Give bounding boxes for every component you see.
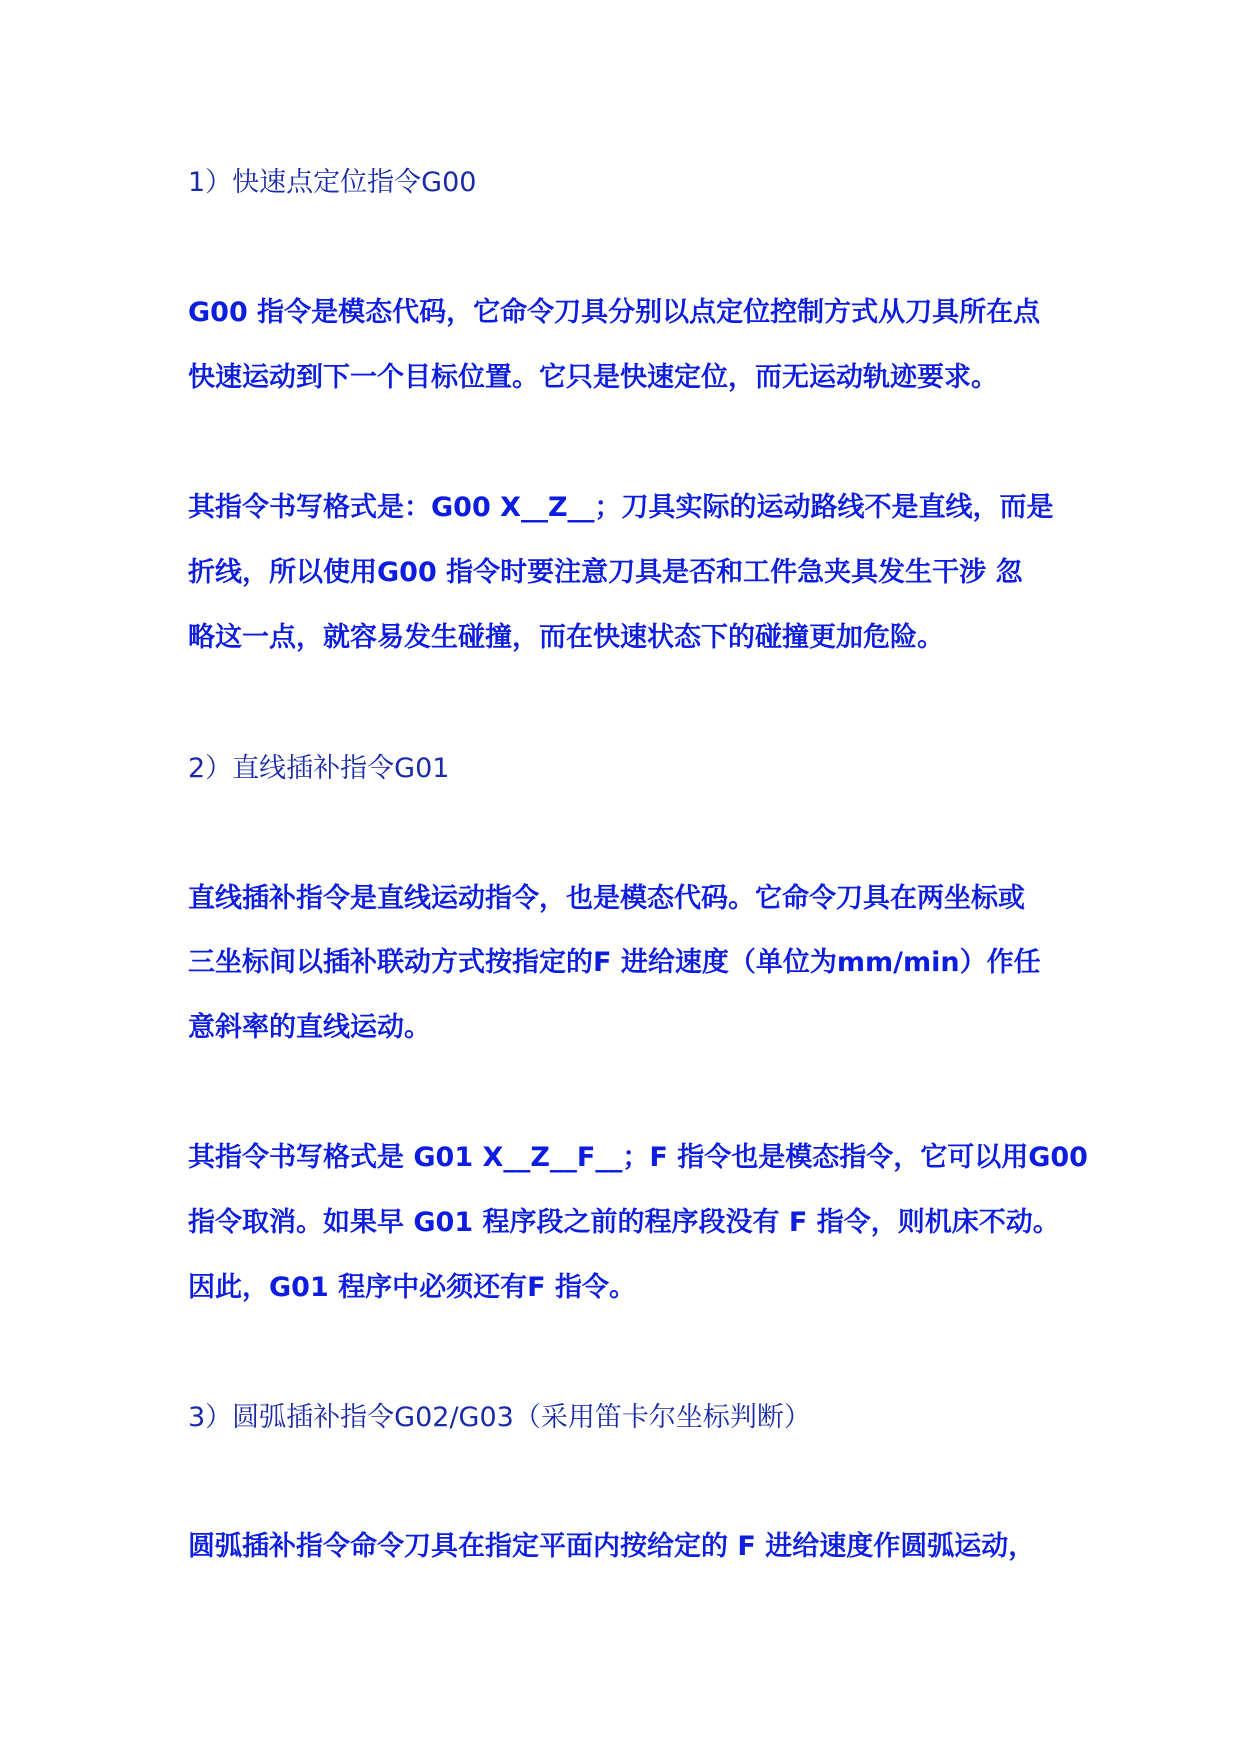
paragraph-line: 指令取消。如果早 G01 程序段之前的程序段没有 F 指令，则机床不动。 [188,1207,1060,1238]
paragraph-line: 因此，G01 程序中必须还有F 指令。 [188,1272,636,1303]
paragraph-line: 折线，所以使用G00 指令时要注意刀具是否和工件急夹具发生干涉 忽 [188,557,1023,588]
section-heading-g00: 1）快速点定位指令G00 [188,167,477,198]
paragraph-line: 三坐标间以插补联动方式按指定的F 进给速度（单位为mm/min）作任 [188,947,1041,978]
section-heading-g02-g03: 3）圆弧插补指令G02/G03（采用笛卡尔坐标判断） [188,1402,811,1433]
paragraph-line: 圆弧插补指令命令刀具在指定平面内按给定的 F 进给速度作圆弧运动， [188,1531,1036,1562]
paragraph-line: 快速运动到下一个目标位置。它只是快速定位，而无运动轨迹要求。 [188,362,998,393]
paragraph-line: 其指令书写格式是 G01 X__Z__F__；F 指令也是模态指令，它可以用G00 [188,1142,1088,1173]
paragraph-line: 意斜率的直线运动。 [188,1012,431,1043]
paragraph-line: 直线插补指令是直线运动指令，也是模态代码。它命令刀具在两坐标或 [188,883,1025,914]
paragraph-line: G00 指令是模态代码，它命令刀具分别以点定位控制方式从刀具所在点 [188,297,1041,328]
paragraph-line: 其指令书写格式是：G00 X__Z__；刀具实际的运动路线不是直线，而是 [188,492,1054,523]
section-heading-g01: 2）直线插补指令G01 [188,753,450,784]
paragraph-line: 略这一点，就容易发生碰撞，而在快速状态下的碰撞更加危险。 [188,622,944,653]
